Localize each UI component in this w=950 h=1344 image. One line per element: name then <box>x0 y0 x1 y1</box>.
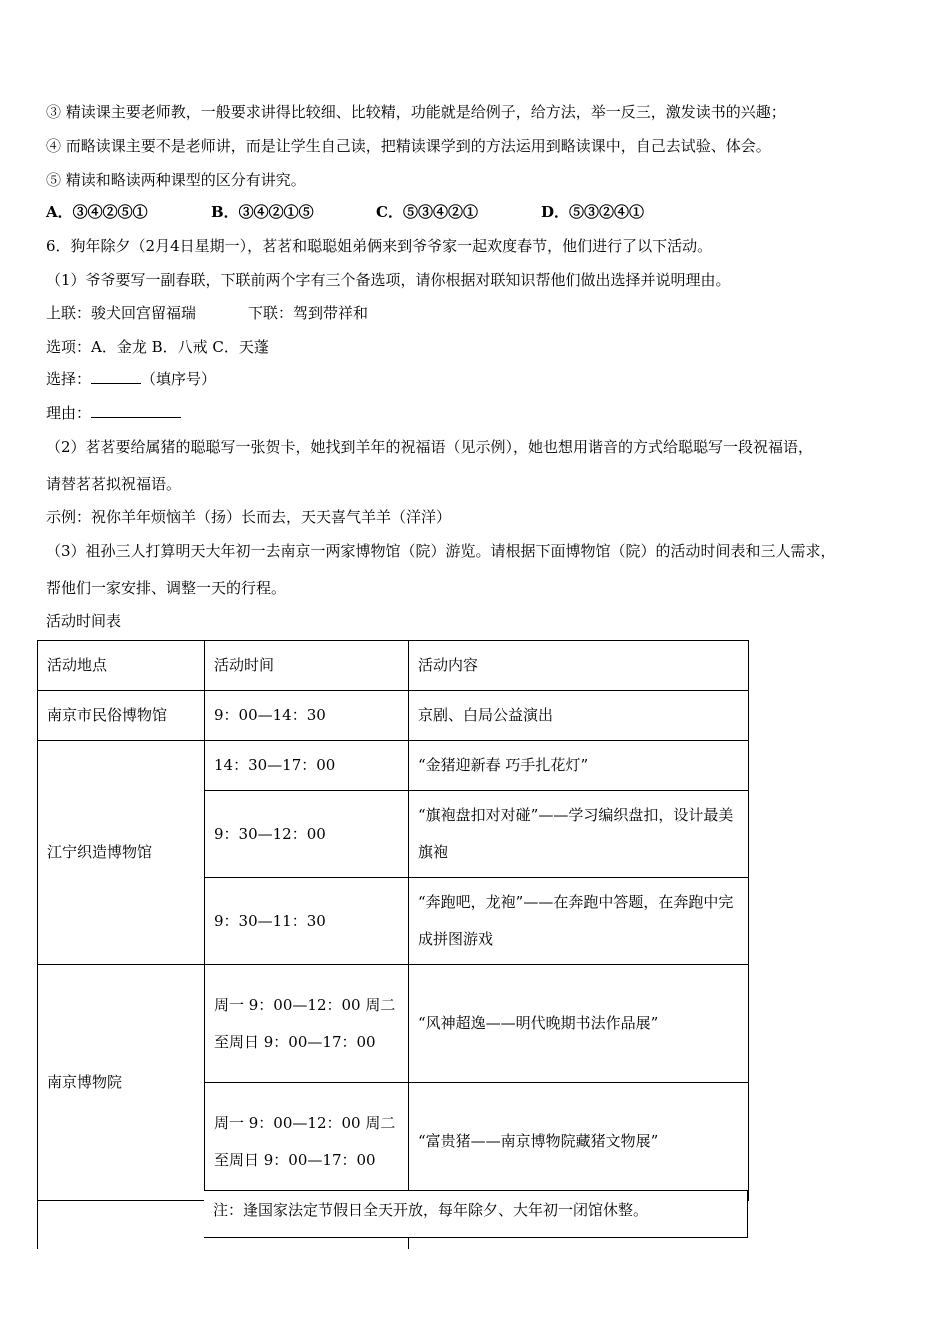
table-note: 注：逢国家法定节假日全天开放，每年除夕、大年初一闭馆休整。 <box>204 1190 748 1238</box>
place-cell: 江宁织造博物馆 <box>38 741 205 965</box>
header-time: 活动时间 <box>205 641 409 691</box>
item-3-text: ③ 精读课主要老师教，一般要求讲得比较细、比较精，功能就是给例子，给方法，举一反三，激发读书的兴趣； <box>46 103 786 121</box>
content-cell: “旗袍盘扣对对碰”——学习编织盘扣，设计最美旗袍 <box>409 791 749 878</box>
content-cell: “金猪迎新春 巧手扎花灯” <box>409 741 749 791</box>
table-header-row <box>38 641 749 691</box>
table-row <box>38 741 749 791</box>
time-cell: 9：30—11：30 <box>205 878 409 965</box>
reason-label: 理由： <box>46 404 92 422</box>
couplet-line <box>46 303 368 323</box>
content-cell: 京剧、白局公益演出 <box>409 691 749 741</box>
table-row <box>38 965 749 1083</box>
select-hint: （填序号） <box>141 370 217 388</box>
place-cell: 南京博物院 <box>38 965 205 1201</box>
couplet-options: 选项：A．金龙 B．八戒 C．天蓬 <box>46 338 269 356</box>
question-6-stem: 6．狗年除夕（2月4日星期一），茗茗和聪聪姐弟俩来到爷爷家一起欢度春节，他们进行了以下活动。 <box>46 237 713 255</box>
item-5-text: ⑤ 精读和略读两种课型的区分有讲究。 <box>46 171 306 189</box>
time-cell: 周一 9：00—12：00 周二至周日 9：00—17：00 <box>205 1083 409 1201</box>
subquestion-1: （1）爷爷要写一副春联，下联前两个字有三个备选项，请你根据对联知识帮他们做出选择并说明理由。 <box>46 271 731 289</box>
content-cell: “富贵猪——南京博物院藏猪文物展” <box>409 1083 749 1201</box>
subquestion-2-line2: 请替茗茗拟祝福语。 <box>46 475 182 493</box>
table-title: 活动时间表 <box>46 612 122 630</box>
couplet-lower: 下联：驾到带祥和 <box>248 304 369 322</box>
activity-schedule-table <box>37 640 749 1249</box>
select-label: 选择： <box>46 370 92 388</box>
content-cell: “风神超逸——明代晚期书法作品展” <box>409 965 749 1083</box>
table-row <box>38 691 749 741</box>
subquestion-2-line1: （2）茗茗要给属猪的聪聪写一张贺卡，她找到羊年的祝福语（见示例），她也想用谐音的方式给聪聪写一段祝福语， <box>46 438 814 456</box>
answer-choices <box>46 202 644 222</box>
choice-d: D．⑤③②④① <box>541 203 645 221</box>
choice-b: B．③④②①⑤ <box>211 203 314 221</box>
time-cell: 周一 9：00—12：00 周二至周日 9：00—17：00 <box>205 965 409 1083</box>
item-4-text: ④ 而略读课主要不是老师讲，而是让学生自己读，把精读课学到的方法运用到略读课中，自己去试验、体会。 <box>46 137 771 155</box>
place-cell: 南京市民俗博物馆 <box>38 691 205 741</box>
subquestion-3-line1: （3）祖孙三人打算明天大年初一去南京一两家博物馆（院）游览。请根据下面博物馆（院）的活动时间表和三人需求， <box>46 542 836 560</box>
choice-c: C．⑤③④②① <box>376 203 478 221</box>
couplet-upper: 上联：骏犬回宫留福瑞 <box>46 304 197 322</box>
reason-blank[interactable] <box>91 403 181 418</box>
time-cell: 9：30—12：00 <box>205 791 409 878</box>
select-blank[interactable] <box>91 369 141 384</box>
header-content: 活动内容 <box>409 641 749 691</box>
select-line <box>46 369 216 389</box>
header-place: 活动地点 <box>38 641 205 691</box>
greeting-example: 示例：祝你羊年烦恼羊（扬）长而去，天天喜气羊羊（洋洋） <box>46 508 452 526</box>
reason-line <box>46 403 181 423</box>
time-cell: 9：00—14：30 <box>205 691 409 741</box>
content-cell: “奔跑吧，龙袍”——在奔跑中答题，在奔跑中完成拼图游戏 <box>409 878 749 965</box>
subquestion-3-line2: 帮他们一家安排、调整一天的行程。 <box>46 579 287 597</box>
choice-a: A．③④②⑤① <box>46 203 148 221</box>
time-cell: 14：30—17：00 <box>205 741 409 791</box>
